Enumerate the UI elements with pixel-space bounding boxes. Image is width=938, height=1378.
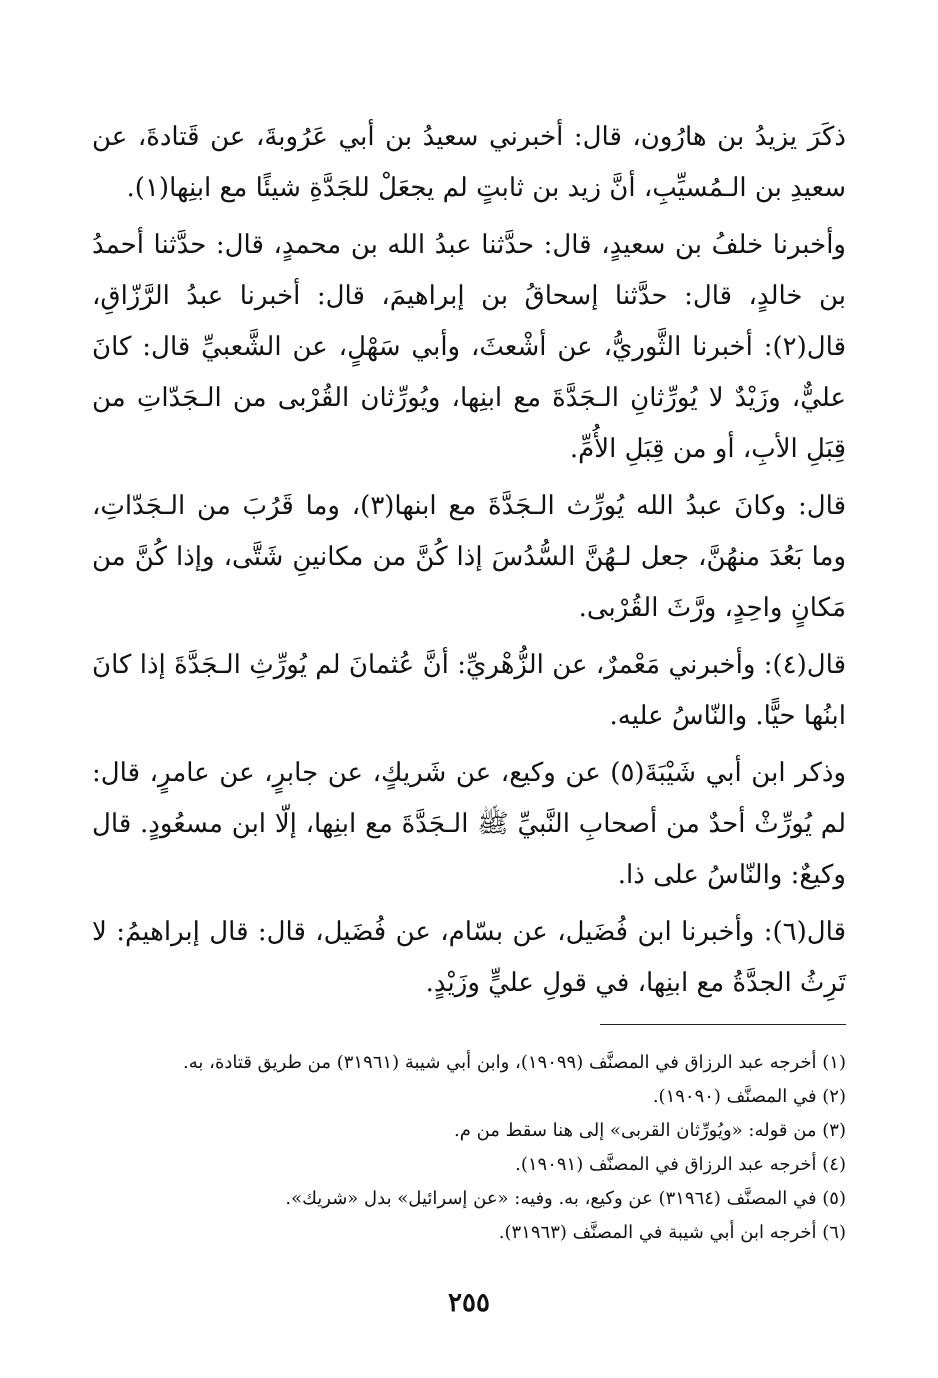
footnote-1: (١) أخرجه عبد الرزاق في المصنَّف (١٩٠٩٩)، وابن أبي شيبة (٣١٩٦١) من طريق قتادة، به. [183, 1052, 846, 1073]
paragraph-2: وأخبرنا خلفُ بن سعيدٍ، قال: حدَّثنا عبدُ الله بن محمدٍ، قال: حدَّثنا أحمدُ بن خالدٍ، قال: حدَّثنا إسحاقُ بن إبراهيمَ، قال: أخبرنا عبدُ الرَّزّاقِ، قال(٢): أخبرنا الثَّوريُّ، عن أشْعثَ، وأبي سَهْلٍ، عن الشَّعبيِّ قال: كانَ عليٌّ، وزَيْدٌ لا يُورِّثانِ الـجَدَّةَ مع ابنِها، ويُورِّثان القُرْبى من الـجَدّاتِ من قِبَلِ الأبِ، أو من قِبَلِ الأُمِّ. [92, 230, 846, 464]
paragraph-5: وذكر ابن أبي شَيْبَةَ(٥) عن وكيع، عن شَريكٍ، عن جابرٍ، عن عامرٍ، قال: لم يُورِّثْ أحدٌ من أصحابِ النَّبيِّ ﷺ الـجَدَّةَ مع ابنِها، إلّا ابن مسعُودٍ. قال وكيعٌ: والنّاسُ على ذا. [92, 758, 846, 890]
footnotes [92, 1046, 846, 1250]
footnote-divider [600, 1024, 846, 1025]
paragraph-1: ذكَرَ يزيدُ بن هارُون، قال: أخبرني سعيدُ بن أبي عَرُوبةَ، عن قَتادةَ، عن سعيدِ بن الـمُسيِّبِ، أنَّ زيد بن ثابتٍ لم يجعَلْ للجَدَّةِ شيئًا مع ابنِها(١). [92, 122, 846, 203]
footnote-3: (٣) من قوله: «ويُورِّثان القربى» إلى هنا سقط من م. [453, 1120, 846, 1141]
paragraph-6: قال(٦): وأخبرنا ابن فُضَيل، عن بسّام، عن فُضَيل، قال: قال إبراهيمُ: لا تَرِثُ الجدَّةُ مع ابنِها، في قولِ عليٍّ وزَيْدٍ. [92, 917, 846, 998]
page-number: ٢٥٥ [448, 1288, 490, 1318]
paragraph-4: قال(٤): وأخبرني مَعْمرٌ، عن الزُّهْريِّ: أنَّ عُثمانَ لم يُورِّثِ الـجَدَّةَ إذا كانَ ابنُها حيًّا. والنّاسُ عليه. [92, 650, 846, 731]
footnote-4: (٤) أخرجه عبد الرزاق في المصنَّف (١٩٠٩١). [515, 1154, 846, 1175]
footnote-6: (٦) أخرجه ابن أبي شيبة في المصنَّف (٣١٩٦٣). [498, 1222, 846, 1243]
footnote-2: (٢) في المصنَّف (١٩٠٩٠). [652, 1086, 846, 1107]
paragraph-3: قال: وكانَ عبدُ الله يُورِّث الـجَدَّةَ مع ابنها(٣)، وما قَرُبَ من الـجَدّاتِ، وما بَعُدَ منهُنَّ، جعل لـهُنَّ السُّدُسَ إذا كُنَّ من مكانينِ شَتَّى، وإذا كُنَّ من مَكانٍ واحِدٍ، ورَّثَ القُرْبى. [92, 491, 846, 623]
main-text [92, 112, 846, 1015]
footnote-5: (٥) في المصنَّف (٣١٩٦٤) عن وكيع، به. وفيه: «عن إسرائيل» بدل «شريك». [285, 1188, 846, 1209]
